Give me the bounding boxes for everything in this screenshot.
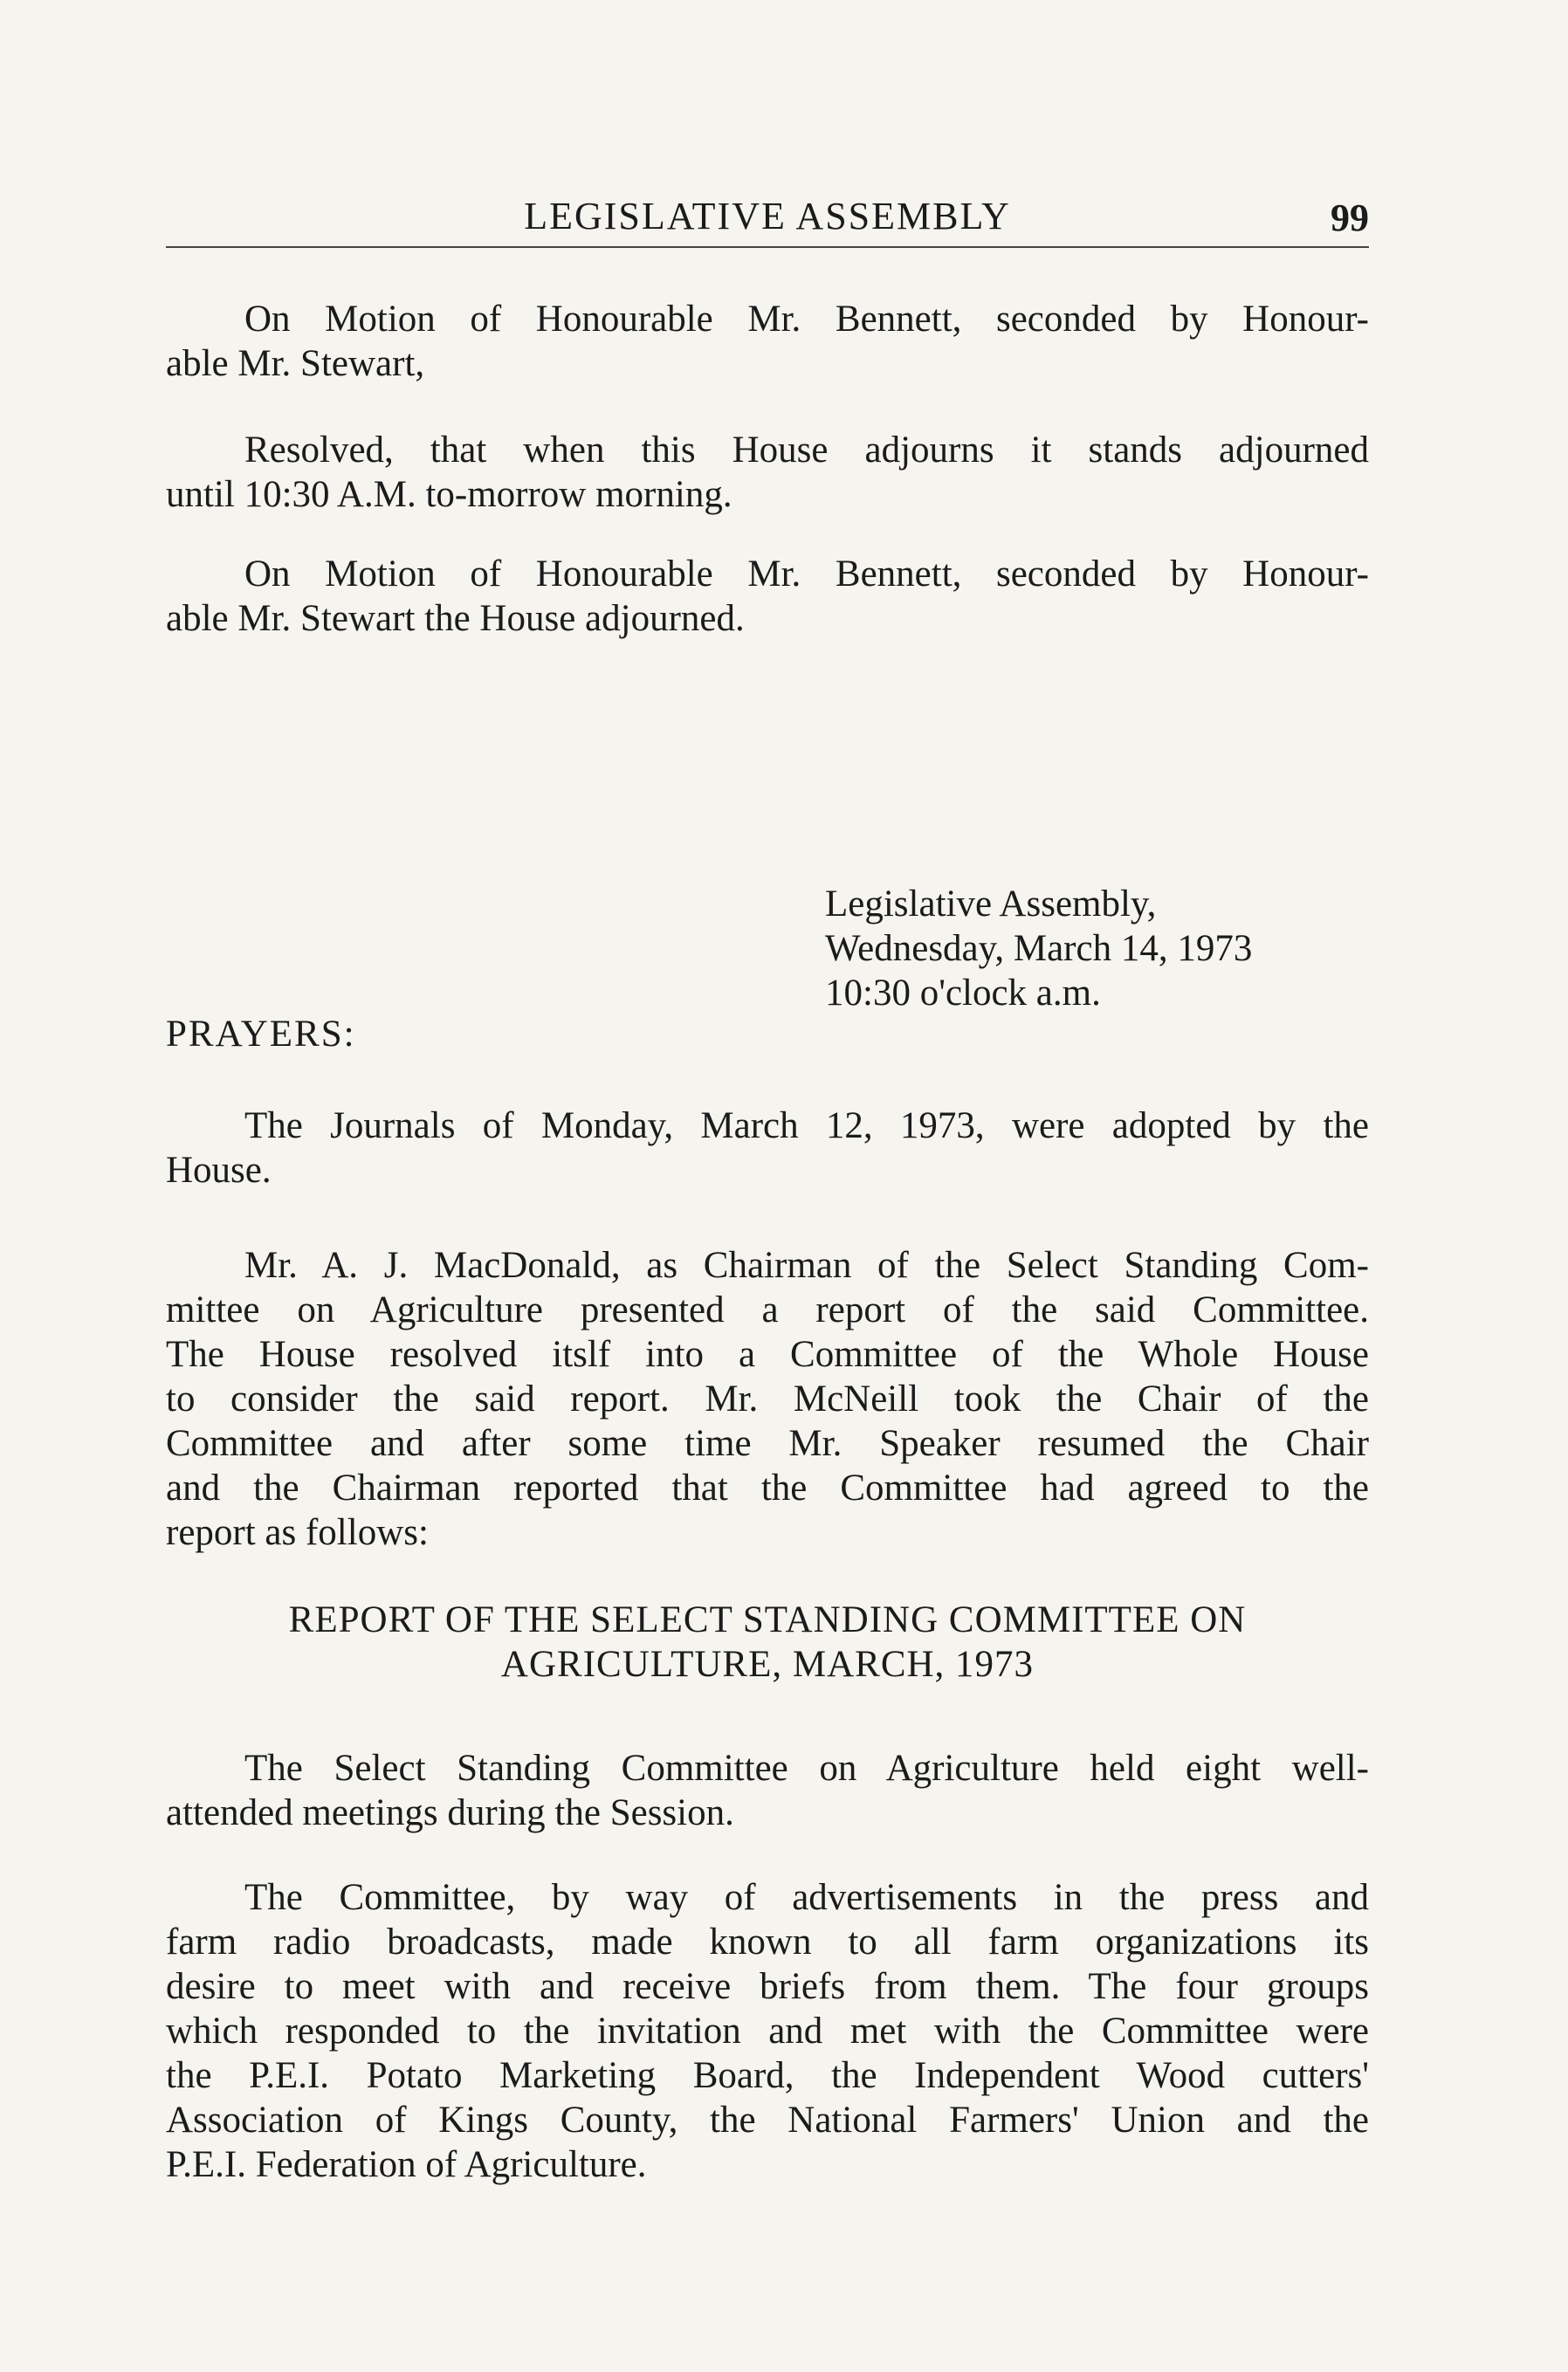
text-line: desire to meet with and receive briefs from them. The four groups <box>166 1966 1369 2007</box>
text-line: until 10:30 A.M. to-morrow morning. <box>166 474 732 515</box>
resolution-paragraph <box>166 428 1369 517</box>
text-line: and the Chairman reported that the Committee had agreed to the <box>166 1468 1369 1509</box>
text-line: attended meetings during the Session. <box>166 1792 734 1833</box>
text-line: report as follows: <box>166 1512 429 1553</box>
text-line: mittee on Agriculture presented a report of the said Committee. <box>166 1289 1369 1330</box>
prayers-heading: PRAYERS: <box>166 1014 356 1055</box>
advertisements-paragraph <box>166 1875 1369 2187</box>
text-line: to consider the said report. Mr. McNeill took the Chair of the <box>166 1379 1369 1420</box>
text-line: Mr. A. J. MacDonald, as Chairman of the Select Standing Com- <box>244 1245 1369 1286</box>
text-line: The Committee, by way of advertisements in the press and <box>244 1877 1369 1918</box>
page-number: 99 <box>1331 196 1369 239</box>
text-line: Resolved, that when this House adjourns it stands adjourned <box>244 430 1369 471</box>
dateline-assembly: Legislative Assembly, <box>825 883 1157 925</box>
text-line: able Mr. Stewart, <box>166 343 425 384</box>
dateline-date: Wednesday, March 14, 1973 <box>825 928 1253 969</box>
text-line: which responded to the invitation and met with the Committee were <box>166 2011 1369 2052</box>
motion-paragraph-2 <box>166 552 1369 641</box>
dateline-time: 10:30 o'clock a.m. <box>825 973 1101 1014</box>
text-line: The Select Standing Committee on Agriculture held eight well- <box>244 1748 1369 1789</box>
motion-paragraph-1 <box>166 297 1369 386</box>
running-head: LEGISLATIVE ASSEMBLY <box>524 195 1011 237</box>
committee-report-paragraph <box>166 1243 1369 1555</box>
text-line: On Motion of Honourable Mr. Bennett, seconded by Honour- <box>244 299 1369 340</box>
meetings-paragraph <box>166 1746 1369 1835</box>
text-line: able Mr. Stewart the House adjourned. <box>166 598 745 639</box>
header-rule <box>166 246 1369 248</box>
text-line: The Journals of Monday, March 12, 1973, were adopted by the <box>244 1105 1369 1146</box>
text-line: On Motion of Honourable Mr. Bennett, seconded by Honour- <box>244 553 1369 595</box>
sitting-dateline <box>825 882 1252 1015</box>
text-line: Association of Kings County, the National Farmers' Union and the <box>166 2100 1369 2141</box>
report-heading <box>166 1598 1369 1687</box>
page-header <box>166 185 1369 246</box>
text-line: the P.E.I. Potato Marketing Board, the Independent Wood cutters' <box>166 2055 1369 2096</box>
text-line: House. <box>166 1150 272 1191</box>
text-line: P.E.I. Federation of Agriculture. <box>166 2144 647 2185</box>
journals-paragraph <box>166 1103 1369 1193</box>
report-heading-line-2: AGRICULTURE, MARCH, 1973 <box>500 1644 1035 1685</box>
text-line: Committee and after some time Mr. Speaker resumed the Chair <box>166 1423 1369 1464</box>
report-heading-line-1: REPORT OF THE SELECT STANDING COMMITTEE ON <box>288 1599 1247 1640</box>
text-line: farm radio broadcasts, made known to all farm organizations its <box>166 1922 1369 1963</box>
text-line: The House resolved itslf into a Committee of the Whole House <box>166 1334 1369 1375</box>
